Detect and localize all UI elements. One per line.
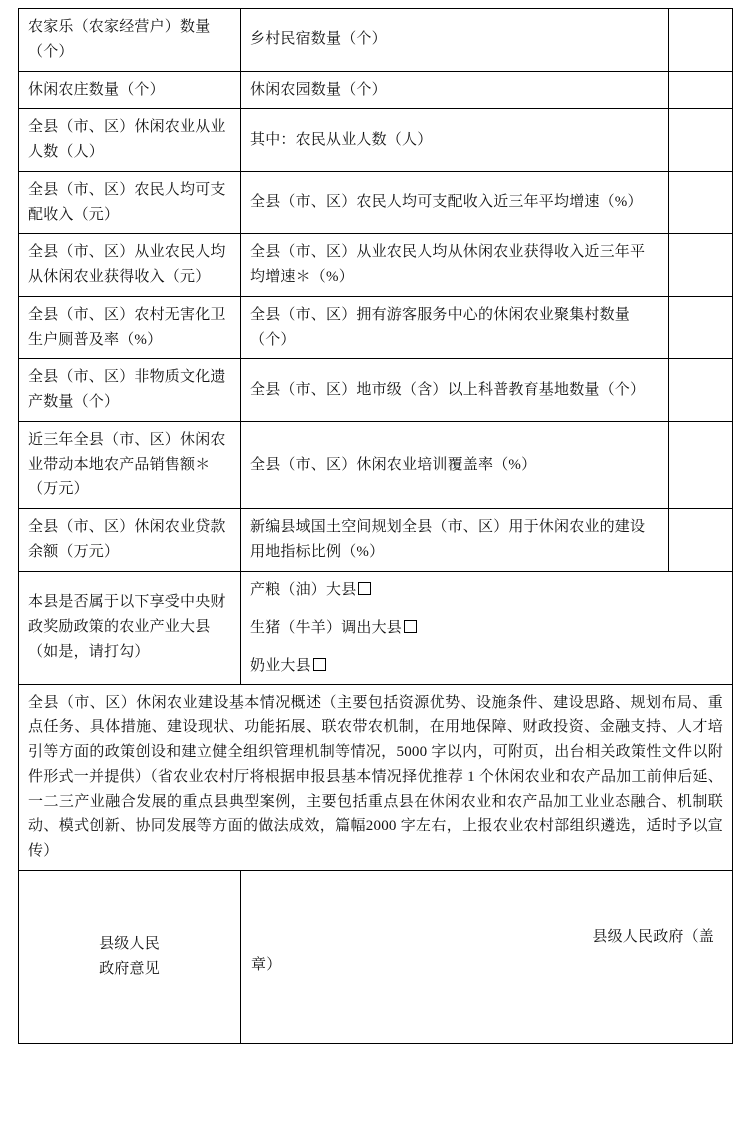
major-county-options (241, 571, 733, 684)
table-row (19, 9, 733, 72)
county-government-opinion-area[interactable] (241, 870, 733, 1043)
row-label-left: 全县（市、区）非物质文化遗产数量（个） (19, 359, 241, 422)
checkbox-option-grain-label: 产粮（油）大县 (250, 581, 357, 598)
row-label-mid: 全县（市、区）地市级（含）以上科普教育基地数量（个） (241, 359, 669, 422)
row-value-field[interactable] (669, 509, 733, 572)
row-value-field[interactable] (669, 109, 733, 172)
checkbox-icon[interactable] (358, 582, 371, 595)
row-value-field[interactable] (669, 296, 733, 359)
row-label-left: 休闲农庄数量（个） (19, 71, 241, 109)
table-row (19, 296, 733, 359)
table-row (19, 109, 733, 172)
row-label-left: 全县（市、区）农村无害化卫生户厕普及率（%） (19, 296, 241, 359)
checkbox-option-grain[interactable] (250, 578, 723, 602)
table-row (19, 359, 733, 422)
major-county-label: 本县是否属于以下享受中央财政奖励政策的农业产业大县（如是，请打勾） (19, 571, 241, 684)
checkbox-option-livestock[interactable] (250, 616, 723, 640)
row-value-field[interactable] (669, 421, 733, 508)
row-label-mid: 全县（市、区）拥有游客服务中心的休闲农业聚集村数量（个） (241, 296, 669, 359)
row-label-mid: 全县（市、区）从业农民人均从休闲农业获得收入近三年平均增速＊（%） (241, 234, 669, 297)
row-label-mid: 其中：农民从业人数（人） (241, 109, 669, 172)
row-value-field[interactable] (669, 9, 733, 72)
county-government-opinion-label (19, 870, 241, 1043)
table-row-description (19, 684, 733, 870)
row-value-field[interactable] (669, 71, 733, 109)
row-label-left: 近三年全县（市、区）休闲农业带动本地农产品销售额＊（万元） (19, 421, 241, 508)
row-label-mid: 全县（市、区）休闲农业培训覆盖率（%） (241, 421, 669, 508)
row-label-mid: 乡村民宿数量（个） (241, 9, 669, 72)
row-label-mid: 休闲农园数量（个） (241, 71, 669, 109)
opinion-label-line1: 县级人民 (99, 936, 160, 952)
table-row (19, 71, 733, 109)
checkbox-icon[interactable] (313, 658, 326, 671)
row-label-left: 农家乐（农家经营户）数量（个） (19, 9, 241, 72)
table-row (19, 509, 733, 572)
construction-overview-text: 全县（市、区）休闲农业建设基本情况概述（主要包括资源优势、设施条件、建设思路、规划布局、重点任务、具体措施、建设现状、功能拓展、联农带农机制，在用地保障、财政投资、金融支持、人才培引等方面的政策创设和建立健全组织管理机制等情况，5000 字以内，可附页，出台相关政策性文件以附件形式一并提供）（省农业农村厅将根据申报县基本情况择优推荐 1 个休闲农业和农产品加工前伸后延、一二三产业融合发展的重点县典型案例，主要包括重点县在休闲农业和农产品加工业业态融合、机制联动、模式创新、协同发展等方面的做法成效，篇幅2000 字左右，上报农业农村部组织遴选，适时予以宣传） (19, 684, 733, 870)
row-value-field[interactable] (669, 234, 733, 297)
checkbox-option-livestock-label: 生猪（牛羊）调出大县 (250, 619, 403, 636)
table-row (19, 234, 733, 297)
table-row-opinion (19, 870, 733, 1043)
row-value-field[interactable] (669, 171, 733, 234)
row-label-left: 全县（市、区）休闲农业贷款余额（万元） (19, 509, 241, 572)
row-label-mid: 新编县域国土空间规划全县（市、区）用于休闲农业的建设用地指标比例（%） (241, 509, 669, 572)
table-row-major-county (19, 571, 733, 684)
opinion-label-line2: 政府意见 (99, 960, 160, 977)
application-form-table (18, 8, 733, 1044)
checkbox-option-dairy[interactable] (250, 654, 723, 678)
row-value-field[interactable] (669, 359, 733, 422)
seal-line-1: 县级人民政府（盖 (592, 928, 714, 945)
row-label-left: 全县（市、区）休闲农业从业人数（人） (19, 109, 241, 172)
table-row (19, 421, 733, 508)
form-body (19, 9, 733, 1044)
seal-line-2: 章） (251, 956, 282, 973)
row-label-left: 全县（市、区）从业农民人均从休闲农业获得收入（元） (19, 234, 241, 297)
row-label-left: 全县（市、区）农民人均可支配收入（元） (19, 171, 241, 234)
checkbox-icon[interactable] (404, 620, 417, 633)
table-row (19, 171, 733, 234)
checkbox-option-dairy-label: 奶业大县 (250, 657, 311, 674)
row-label-mid: 全县（市、区）农民人均可支配收入近三年平均增速（%） (241, 171, 669, 234)
